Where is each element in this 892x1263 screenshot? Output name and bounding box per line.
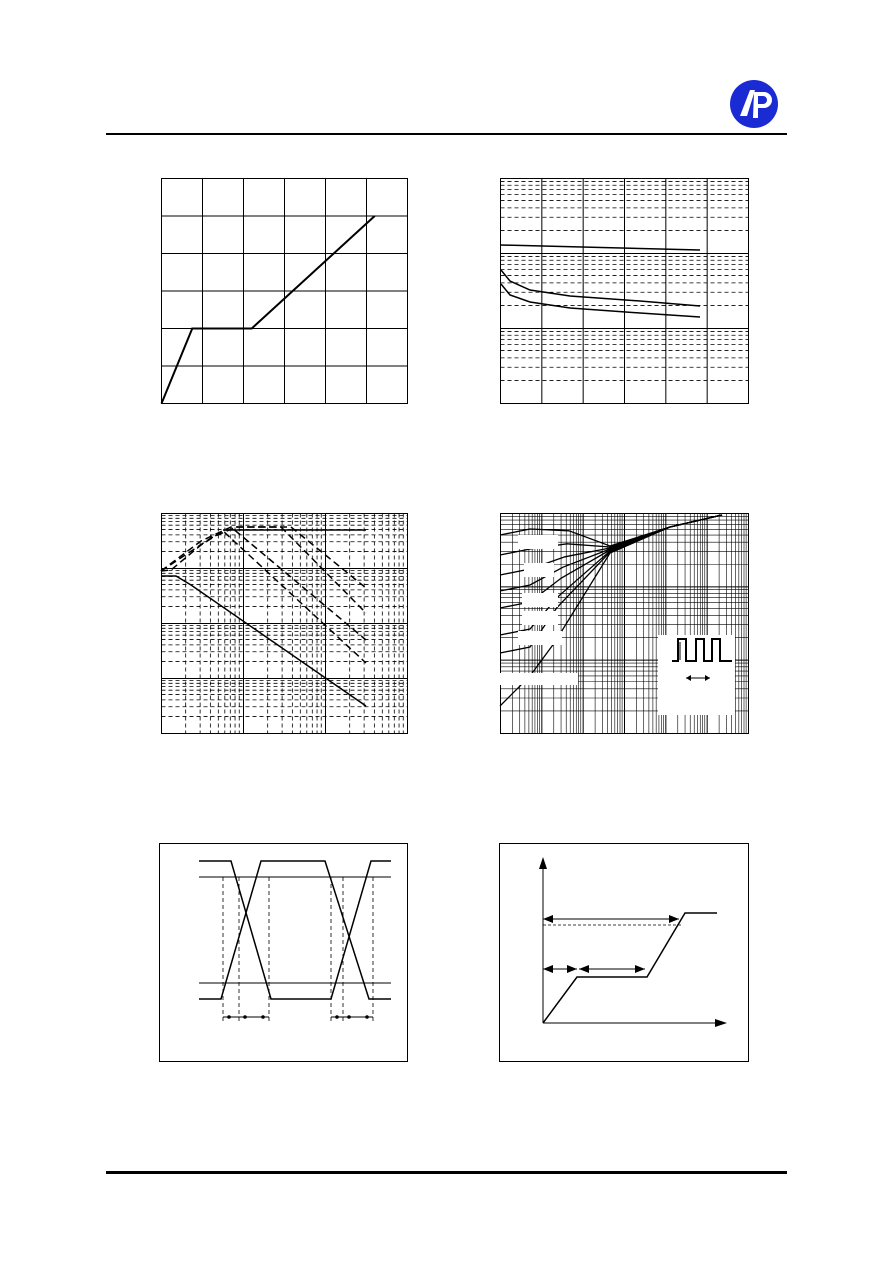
arrowhead-icon-1 [669, 915, 679, 923]
curve-label-box-2 [522, 593, 558, 607]
arrow-tick-0 [227, 1015, 231, 1019]
header-rule [106, 133, 787, 135]
vgs-waveform [199, 861, 391, 999]
diagram-frame [500, 844, 749, 1062]
soa-100us-line [161, 527, 366, 613]
company-logo-icon [728, 78, 780, 130]
x-axis-arrow-icon [715, 1019, 727, 1027]
y-axis-arrow-icon [539, 857, 547, 869]
chart-capacitance [500, 178, 750, 405]
arrow-tick-1 [243, 1015, 247, 1019]
curve-label-box-1 [524, 563, 554, 577]
chart-gate-charge [161, 178, 409, 405]
arrow-tick-3 [335, 1015, 339, 1019]
diagram-switching-waveform [159, 843, 409, 1063]
arrowhead-icon-5 [635, 965, 645, 973]
curve-label-box-3 [522, 611, 558, 625]
curve-label-box-4 [518, 631, 562, 645]
curve-label-box-5 [500, 673, 578, 685]
arrowhead-icon-4 [579, 965, 589, 973]
arrowhead-icon-0 [543, 915, 553, 923]
ciss-curve [501, 245, 700, 250]
footer-rule [106, 1171, 787, 1174]
arrowhead-icon-3 [567, 965, 577, 973]
curve-label-box-0 [518, 535, 558, 549]
diagram-gate-charge-waveform [499, 843, 750, 1063]
gate-charge-line [162, 216, 375, 404]
chart-transient-thermal [500, 513, 750, 735]
crss-curve [501, 284, 700, 317]
arrow-tick-5 [365, 1015, 369, 1019]
arrowhead-icon-2 [543, 965, 553, 973]
chart-safe-operating-area [161, 513, 409, 735]
arrow-tick-4 [347, 1015, 351, 1019]
diagram-frame [160, 844, 408, 1062]
soa-10us-line [236, 527, 366, 588]
arrow-tick-2 [261, 1015, 265, 1019]
